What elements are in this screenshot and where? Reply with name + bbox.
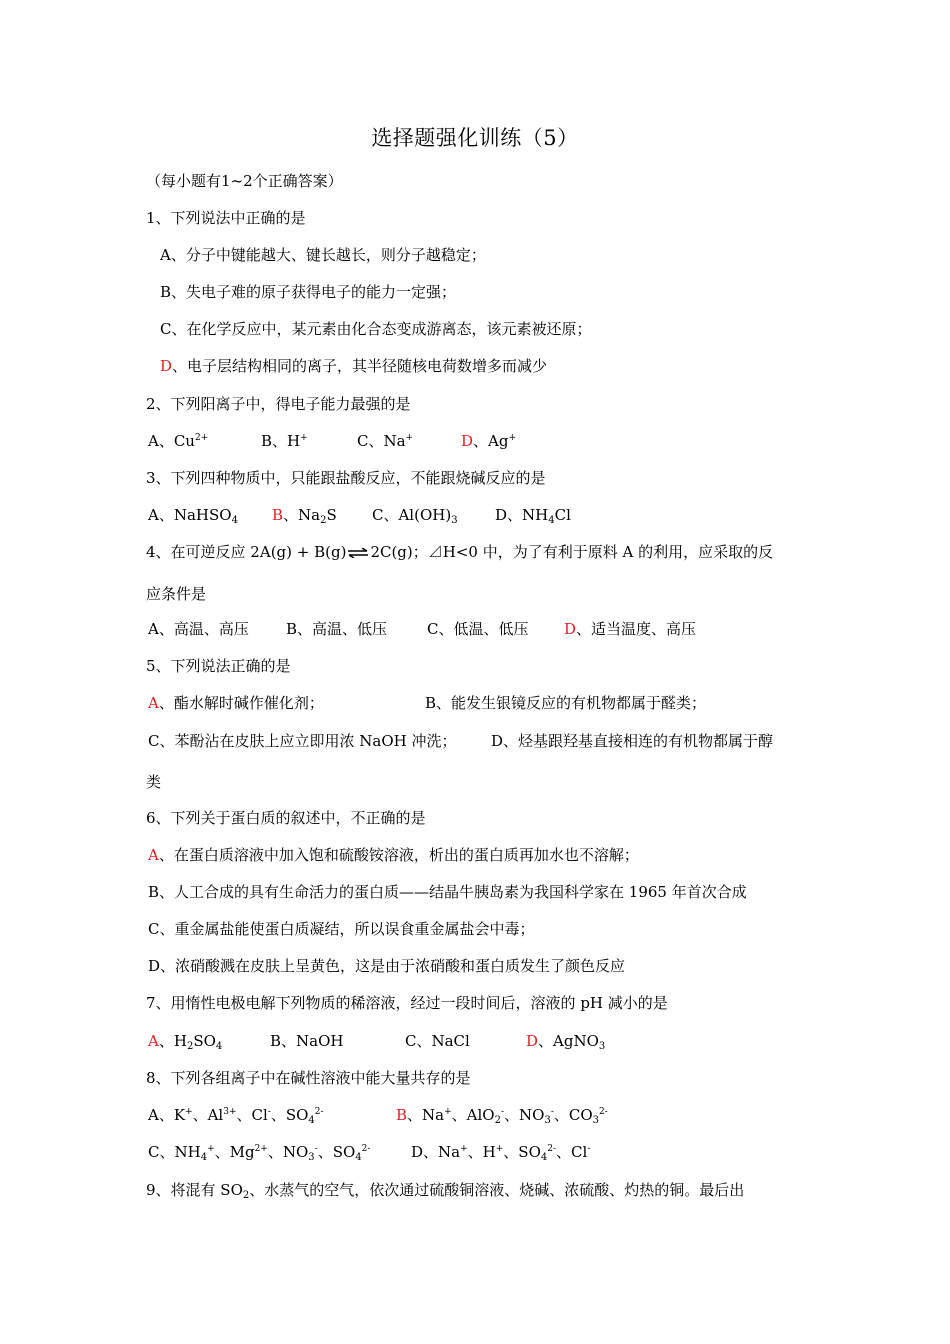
q2-stem: 2、下列阳离子中，得电子能力最强的是 <box>146 395 411 413</box>
q7-options <box>148 1031 605 1051</box>
option-text: 、电子层结构相同的离子，其半径随核电荷数增多而减少 <box>172 357 548 375</box>
q8-options-cd <box>148 1142 590 1162</box>
q6-option-b: B、人工合成的具有生命活力的蛋白质——结晶牛胰岛素为我国科学家在 1965 年首次合成 <box>148 883 747 901</box>
q6-option-c: C、重金属盐能使蛋白质凝结，所以误食重金属盐会中毒； <box>148 920 535 938</box>
q8-option-c: C、$NH_4^+$、$Mg^{2+}$、$NO_3^-$、$SO_4^{2-}$ <box>148 1143 371 1163</box>
q6-stem: 6、下列关于蛋白质的叙述中，不正确的是 <box>146 809 426 827</box>
q1-option-b: B、失电子难的原子获得电子的能力一定强； <box>160 283 457 301</box>
q4-stem: 4、在可逆反应 2A(g) + B(g) 2C(g)；⊿H<0 中，为了有利于原料 A 的利用，应采取的反 <box>146 543 774 561</box>
q3-stem: 3、下列四种物质中，只能跟盐酸反应，不能跟烧碱反应的是 <box>146 469 546 487</box>
q2-options <box>148 431 516 451</box>
q3-option-c: C、$Al(OH)_3$ <box>372 506 458 526</box>
q5-option-c: C、苯酚沾在皮肤上应立即用浓 NaOH 冲洗； <box>148 732 457 750</box>
q2-option-c: C、Na+ <box>357 432 414 450</box>
q5-options-ab <box>148 693 706 713</box>
q7-option-a: A、$H_2SO_4$ <box>148 1032 223 1052</box>
q8-option-b: B、Na+、AlO$_2$-、$NO_3^-$、$CO_3^{2-}$ <box>396 1106 608 1126</box>
reversible-arrow-icon <box>347 548 369 558</box>
answer-letter: D <box>160 357 173 375</box>
q9-stem: 9、将混有 $SO_2$、水蒸气的空气，依次通过硫酸铜溶液、烧碱、浓硫酸、灼热的铜。最后出 <box>146 1181 745 1201</box>
q8-stem: 8、下列各组离子中在碱性溶液中能大量共存的是 <box>146 1069 471 1087</box>
page-title: 选择题强化训练（5） <box>371 126 579 150</box>
q7-option-d: D、AgNO$_3$ <box>526 1032 606 1052</box>
q7-option-c: C、NaCl <box>405 1032 470 1050</box>
q1-option-d <box>160 356 547 376</box>
q5-options-cd <box>148 731 773 751</box>
q1-option-a: A、分子中键能越大、键长越长，则分子越稳定； <box>160 246 486 264</box>
q4-option-c: C、低温、低压 <box>427 620 529 638</box>
q5-option-a: A、酯水解时碱作催化剂； <box>148 694 324 712</box>
q5-option-d: D、烃基跟羟基直接相连的有机物都属于醇 <box>491 732 774 750</box>
q3-option-d: D、$NH_4Cl$ <box>495 506 571 526</box>
q3-option-b: B、$Na_2S$ <box>272 506 337 526</box>
q8-option-a: A、K+、$Al^{3+}$、Cl-、$SO_4^{2-}$ <box>148 1106 324 1126</box>
q1-stem: 1、下列说法中正确的是 <box>146 209 306 227</box>
q3-options <box>148 505 571 525</box>
q5-option-b: B、能发生银镜反应的有机物都属于醛类； <box>425 694 707 712</box>
q8-options-ab <box>148 1105 608 1125</box>
q4-stem-cont: 应条件是 <box>146 585 207 603</box>
q2-option-a: A、$Cu^{2+}$ <box>148 432 209 450</box>
q8-option-d: D、Na+、H+、$SO_4^{2-}$、Cl- <box>411 1143 591 1163</box>
q6-option-d: D、浓硝酸溅在皮肤上呈黄色，这是由于浓硝酸和蛋白质发生了颜色反应 <box>148 957 626 975</box>
q2-option-d: D、Ag+ <box>461 432 517 450</box>
q5-option-d-cont: 类 <box>146 773 162 791</box>
q2-option-b: B、H+ <box>261 432 308 450</box>
q5-stem: 5、下列说法正确的是 <box>146 657 291 675</box>
q7-option-b: B、NaOH <box>270 1032 344 1050</box>
q4-option-a: A、高温、高压 <box>148 620 249 638</box>
instruction: （每小题有1~2个正确答案） <box>146 172 343 190</box>
q4-option-d: D、适当温度、高压 <box>564 620 697 638</box>
q3-option-a: A、NaHSO$_4$ <box>148 506 238 526</box>
q7-stem: 7、用惰性电极电解下列物质的稀溶液，经过一段时间后，溶液的 pH 减小的是 <box>146 994 668 1012</box>
q1-option-c: C、在化学反应中，某元素由化合态变成游离态，该元素被还原； <box>160 320 592 338</box>
q6-option-a: A、在蛋白质溶液中加入饱和硫酸铵溶液，析出的蛋白质再加水也不溶解； <box>148 846 639 864</box>
q4-options <box>148 619 696 639</box>
q4-option-b: B、高温、低压 <box>286 620 388 638</box>
